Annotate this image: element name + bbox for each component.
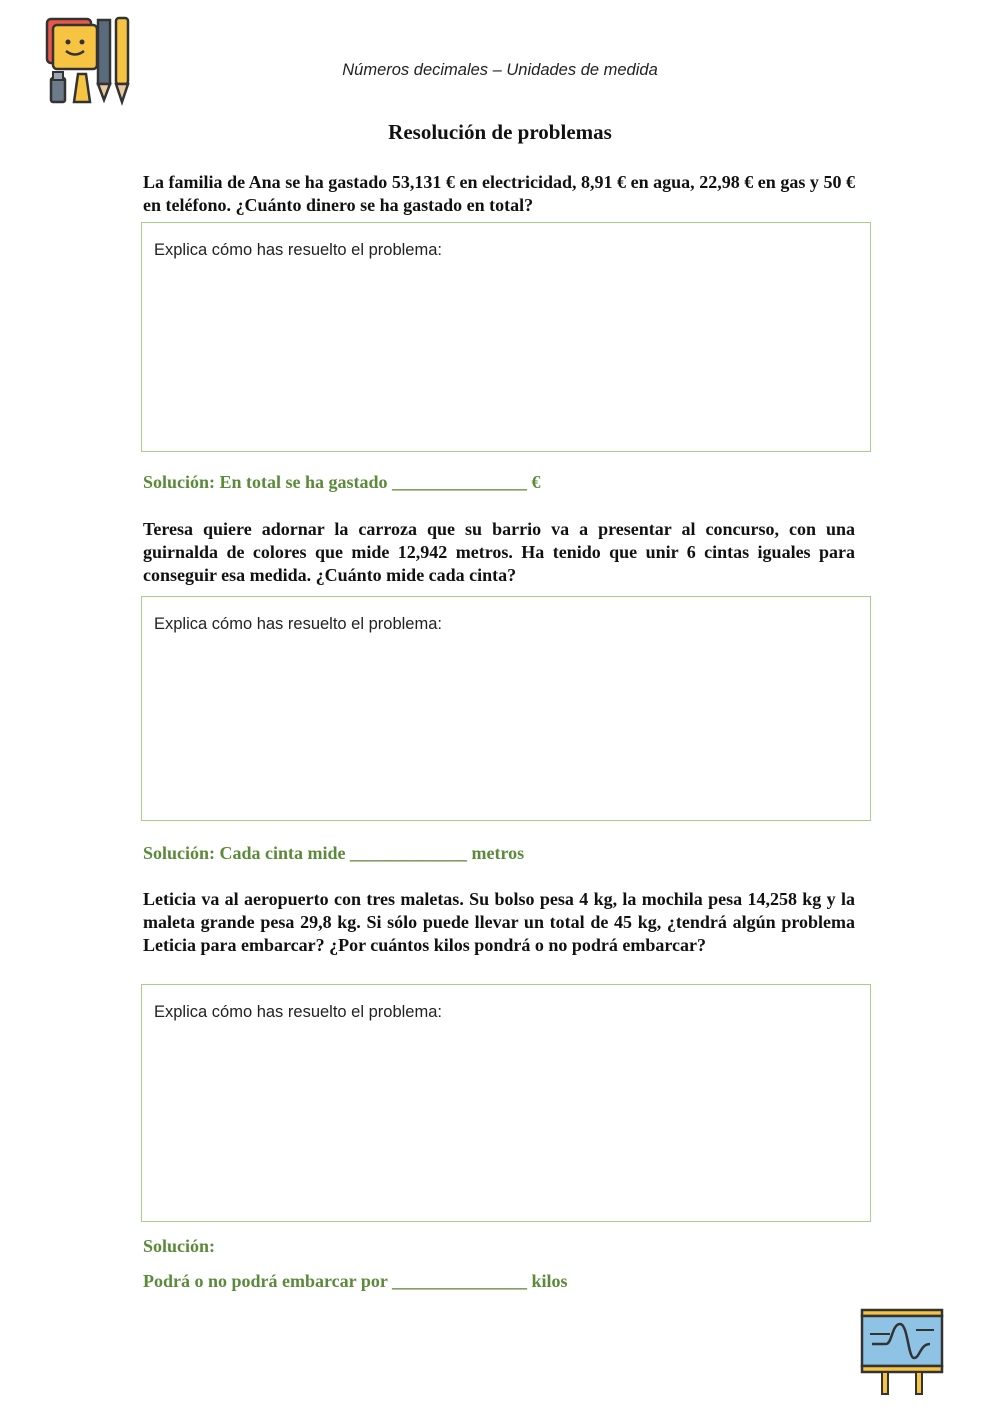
problem-2-text: Teresa quiere adornar la carroza que su barrio va a presentar al concurso, con una guirnalda de colores que mide 12,942 metros. Ha tenido que unir 6 cintas iguales para conseguir esa medida. ¿Cuánto mide cada cinta? bbox=[143, 519, 855, 585]
problem-2-solution: Solución: Cada cinta mide _____________ metros bbox=[143, 843, 525, 863]
answer-box-label: Explica cómo has resuelto el problema: bbox=[154, 1003, 442, 1021]
problem-3-text: Leticia va al aeropuerto con tres maletas. Su bolso pesa 4 kg, la mochila pesa 14,258 kg y la maleta grande pesa 29,8 kg. Si sólo puede llevar un total de 45 kg, ¿tendrá algún problema Leticia para embarcar? ¿Por cuántos kilos pondrá o no podrá embarcar? bbox=[143, 889, 855, 955]
problem-3-solution: Solución: bbox=[143, 1236, 216, 1256]
problem-2-answer-box[interactable] bbox=[141, 596, 871, 821]
problem-3-solution-line: Podrá o no podrá embarcar por _______________ kilos bbox=[143, 1271, 568, 1291]
answer-box-label: Explica cómo has resuelto el problema: bbox=[154, 241, 442, 259]
problem-3-answer-box[interactable] bbox=[141, 984, 871, 1222]
problem-1-text: La familia de Ana se ha gastado 53,131 € en electricidad, 8,91 € en agua, 22,98 € en gas y 50 € en teléfono. ¿Cuánto dinero se ha gastado en total? bbox=[143, 172, 855, 215]
page-subtitle: Números decimales – Unidades de medida bbox=[342, 61, 658, 79]
answer-box-label: Explica cómo has resuelto el problema: bbox=[154, 615, 442, 633]
page-title: Resolución de problemas bbox=[388, 120, 612, 144]
presentation-board-icon bbox=[856, 1306, 948, 1398]
problem-1-solution: Solución: En total se ha gastado _______________ € bbox=[143, 472, 541, 492]
problem-1-answer-box[interactable] bbox=[141, 222, 871, 452]
